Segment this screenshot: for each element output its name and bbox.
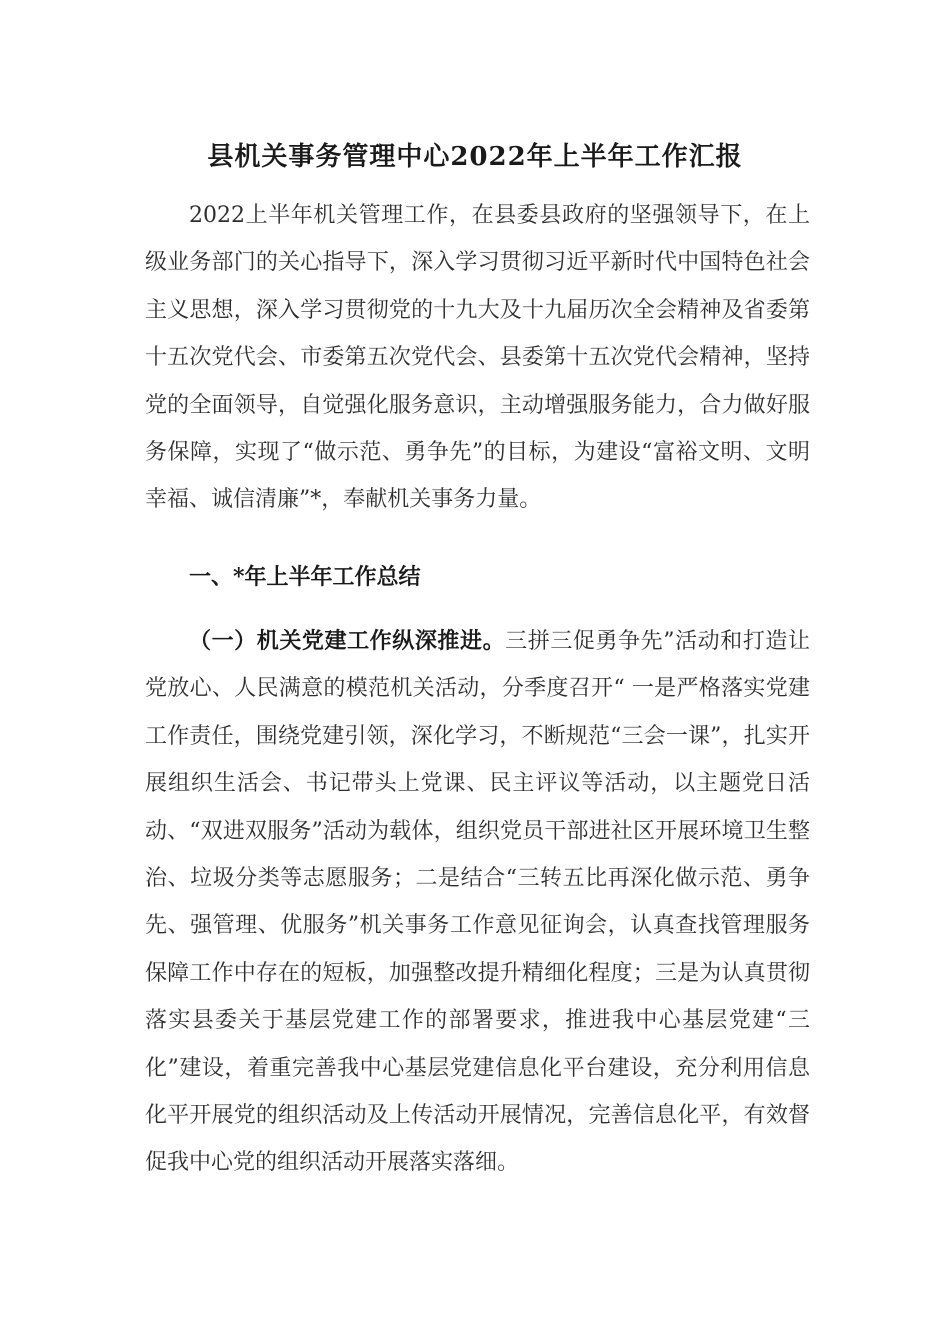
intro-paragraph: 2022上半年机关管理工作，在县委县政府的坚强领导下，在上级业务部门的关心指导下，深入学习贯彻习近平新时代中国特色社会主义思想，深入学习贯彻党的十九大及十九届历次全会精神及省委第十五次党代会、市委第五次党代会、县委第十五次党代会精神，坚持党的全面领导，自觉强化服务意识，主动增强服务能力，合力做好服务保障，实现了“做示范、勇争先”的目标，为建设“富裕文明、文明幸福、诚信清廉”*，奉献机关事务力量。 [145, 203, 810, 513]
section-heading: 一、*年上半年工作总结 [189, 564, 421, 590]
subsection-body: 三拼三促勇争先”活动和打造让党放心、人民满意的模范机关活动，分季度召开“ 一是严格落实党建工作责任，围绕党建引领，深化学习，不断规范“三会一课”，扎实开展组织生活会、书记带头上党课、民主评议等活动，以主题党日活动、“双进双服务”活动为载体，组织党员干部进社区开展环境卫生整治、垃圾分类等志愿服务；二是结合“三转五比再深化做示范、勇争先、强管理、优服务”机关事务工作意见征询会，认真查找管理服务保障工作中存在的短板，加强整改提升精细化程度；三是为认真贯彻落实县委关于基层党建工作的部署要求，推进我中心基层党建“三化”建设，着重完善我中心基层党建信息化平台建设，充分利用信息化平开展党的组织活动及上传活动开展情况，完善信息化平，有效督促我中心党的组织活动开展落实落细。 [145, 629, 810, 1176]
document-title: 县机关事务管理中心2022年上半年工作汇报 [207, 142, 743, 172]
subsection-paragraph [145, 618, 810, 1187]
subsection-heading: （一）机关党建工作纵深推进。 [189, 628, 506, 654]
